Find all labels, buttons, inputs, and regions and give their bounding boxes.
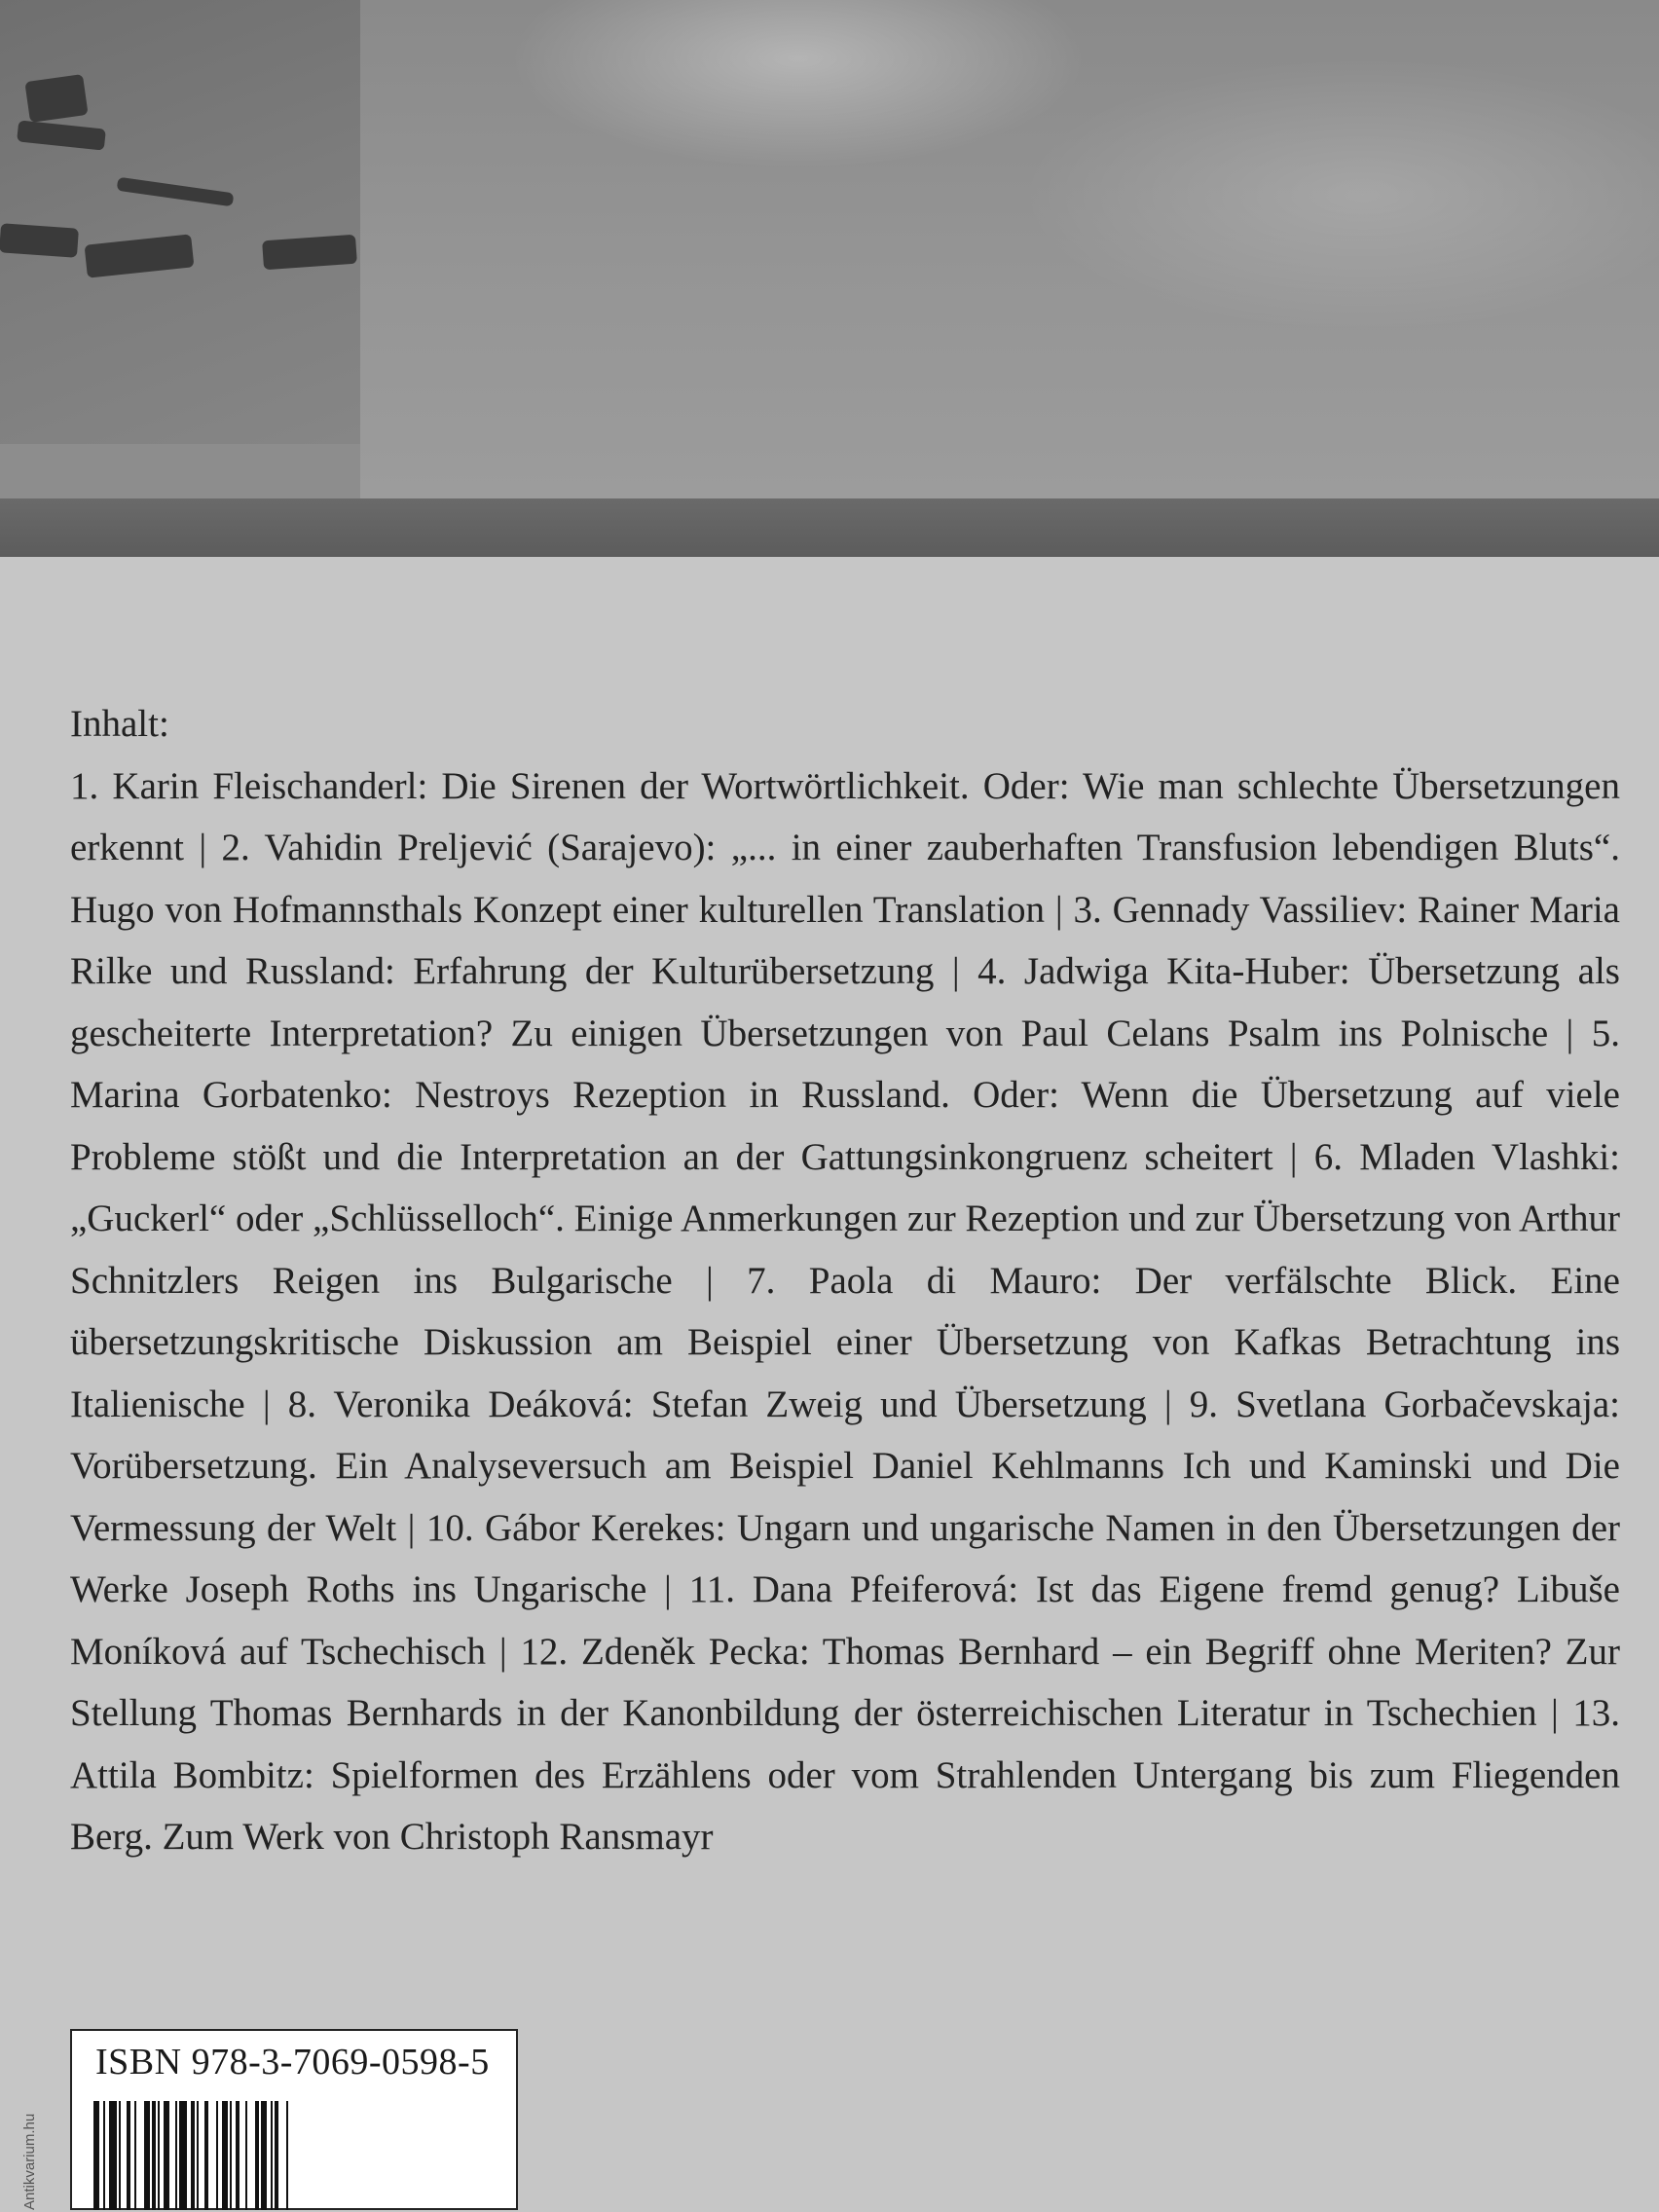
barcode-gap (278, 2101, 286, 2210)
contents-list: 1. Karin Fleischanderl: Die Sirenen der Wortwörtlichkeit. Oder: Wie man schlechte Übersetzungen erkennt | 2. Vahidin Preljević (Sarajevo): „... in einer zauberhaften Transfusion lebendigen Bluts“. Hugo von Hofmannsthals Konzept einer kulturellen Translation | 3. Gennady Vassiliev: Rainer Maria Rilke und Russland: Erfahrung der Kulturübersetzung | 4. Jadwiga Kita-Huber: Übersetzung als gescheiterte Interpretation? Zu einigen Übersetzungen von Paul Celans Psalm ins Polnische | 5. Marina Gorbatenko: Nestroys Rezeption in Russland. Oder: Wenn die Übersetzung auf viele Probleme stößt und die Interpretation an der Gattungsinkongruenz scheitert | 6. Mladen Vlashki: „Guckerl“ oder „Schlüsselloch“. Einige Anmerkungen zur Rezeption und zur Übersetzung von Arthur Schnitzlers Reigen ins Bulgarische | 7. Paola di Mauro: Der verfälschte Blick. Eine übersetzungskritische Diskussion am Beispiel einer Übersetzung von Kafkas Betrachtung ins Italienische | 8. Veronika Deáková: Stefan Zweig und Übersetzung | 9. Svetlana Gorbačevskaja: Vorübersetzung. Ein Analyseversuch am Beispiel Daniel Kehlmanns Ich und Kaminski und Die Vermessung der Welt | 10. Gábor Kerekes: Ungarn und ungarische Namen in den Übersetzungen der Werke Joseph Roths ins Ungarische | 11. Dana Pfeiferová: Ist das Eigene fremd genug? Libuše Moníková auf Tschechisch | 12. Zdeněk Pecka: Thomas Bernhard – ein Begriff ohne Meriten? Zur Stellung Thomas Bernhards in der Kanonbildung der österreichischen Literatur in Tschechien | 13. Attila Bombitz: Spielformen des Erzählens oder vom Strahlenden Untergang bis zum Fliegenden Berg. Zum Werk von Christoph Ransmayr (70, 764, 1621, 1858)
barcode-gap (208, 2101, 216, 2210)
table-of-contents (70, 693, 1620, 1868)
barcode-bar (179, 2101, 187, 2210)
contents-heading: Inhalt: (70, 703, 169, 745)
divider-band (0, 498, 1659, 557)
barcode-bar (109, 2101, 117, 2210)
watermark-text: Antikvarium.hu (21, 2113, 38, 2210)
cover-photo-edge (0, 444, 360, 498)
barcode-gap (136, 2101, 144, 2210)
cover-photo-inset (0, 0, 360, 444)
barcode-gap (288, 2101, 294, 2210)
cover-photo (0, 0, 1659, 498)
isbn-number: ISBN 978-3-7069-0598-5 (95, 2042, 490, 2083)
isbn-label (70, 2029, 518, 2210)
barcode (93, 2101, 493, 2210)
barcode-gap (247, 2101, 255, 2210)
